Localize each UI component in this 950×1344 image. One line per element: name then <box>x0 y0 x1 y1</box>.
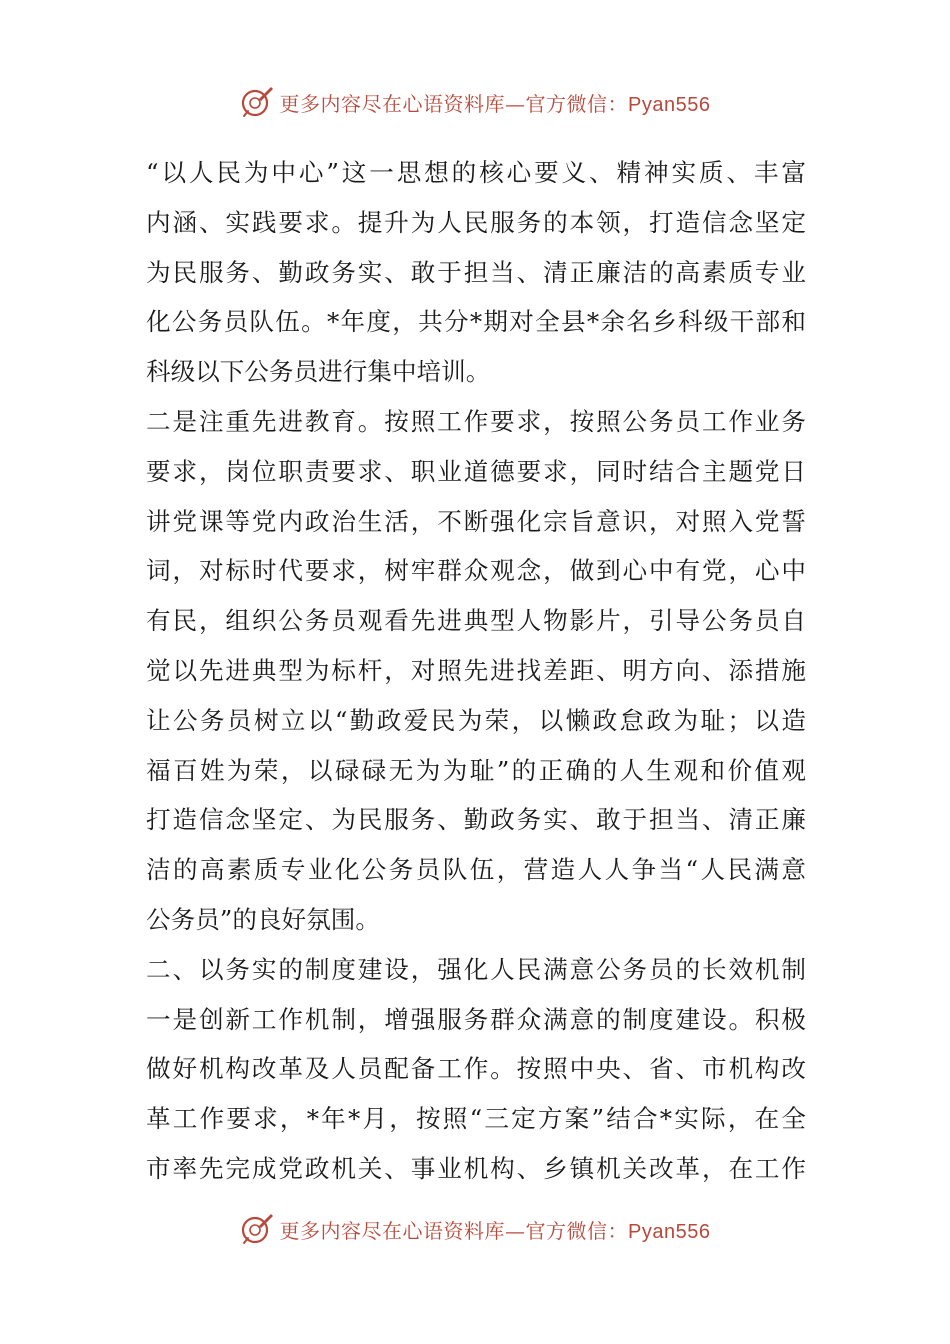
text-line: 让公务员树立以“勤政爱民为荣，以懒政怠政为耻；以造 <box>146 705 806 735</box>
pen-nib-circle-icon <box>240 85 274 119</box>
watermark-wechat-label: 官方微信： <box>525 1218 629 1243</box>
text-line: 词，对标时代要求，树牢群众观念，做到心中有党，心中 <box>146 556 806 586</box>
text-line: 觉以先进典型为标杆，对照先进找差距、明方向、添措施 <box>146 655 806 685</box>
document-body <box>146 148 806 1194</box>
text-line: 市率先完成党政机关、事业机构、乡镇机关改革，在工作 <box>146 1153 806 1183</box>
text-line: 公务员”的良好氛围。 <box>146 904 380 934</box>
text-line: 一是创新工作机制，增强服务群众满意的制度建设。积极 <box>146 1004 806 1034</box>
watermark-separator: — <box>505 1218 526 1243</box>
text-line: 二是注重先进教育。按照工作要求，按照公务员工作业务 <box>146 406 806 436</box>
section-heading: 二、以务实的制度建设，强化人民满意公务员的长效机制 <box>146 954 806 984</box>
watermark-main-text: 更多内容尽在心语资料库 <box>279 1218 506 1243</box>
text-line: 有民，组织公务员观看先进典型人物影片，引导公务员自 <box>146 606 806 636</box>
text-line: 革工作要求，*年*月，按照“三定方案”结合*实际，在全 <box>146 1104 806 1134</box>
watermark-text <box>280 88 711 117</box>
text-line: 内涵、实践要求。提升为人民服务的本领，打造信念坚定 <box>146 207 806 237</box>
footer-watermark-banner <box>0 1209 950 1249</box>
text-line: 讲党课等党内政治生活，不断强化宗旨意识，对照入党誓 <box>146 506 806 536</box>
watermark-wechat-label: 官方微信： <box>525 91 629 116</box>
text-line: 做好机构改革及人员配备工作。按照中央、省、市机构改 <box>146 1054 806 1084</box>
text-line: 为民服务、勤政务实、敢于担当、清正廉洁的高素质专业 <box>146 257 806 287</box>
text-line: 化公务员队伍。*年度，共分*期对全县*余名乡科级干部和 <box>146 307 806 337</box>
text-line: 福百姓为荣，以碌碌无为为耻”的正确的人生观和价值观 <box>146 755 806 785</box>
watermark-wechat-id: Pyan556 <box>628 93 711 116</box>
text-line: 要求，岗位职责要求、职业道德要求，同时结合主题党日 <box>146 456 806 486</box>
watermark-wechat-id: Pyan556 <box>628 1220 711 1243</box>
text-line: 洁的高素质专业化公务员队伍，营造人人争当“人民满意 <box>146 855 806 885</box>
text-line: “以人民为中心”这一思想的核心要义、精神实质、丰富 <box>146 158 806 187</box>
text-line: 科级以下公务员进行集中培训。 <box>146 357 491 387</box>
watermark-text <box>280 1215 711 1244</box>
watermark-separator: — <box>505 91 526 116</box>
text-line: 打造信念坚定、为民服务、勤政务实、敢于担当、清正廉 <box>146 805 806 835</box>
watermark-main-text: 更多内容尽在心语资料库 <box>279 91 506 116</box>
pen-nib-circle-icon <box>240 1212 274 1246</box>
header-watermark-banner <box>0 82 950 122</box>
